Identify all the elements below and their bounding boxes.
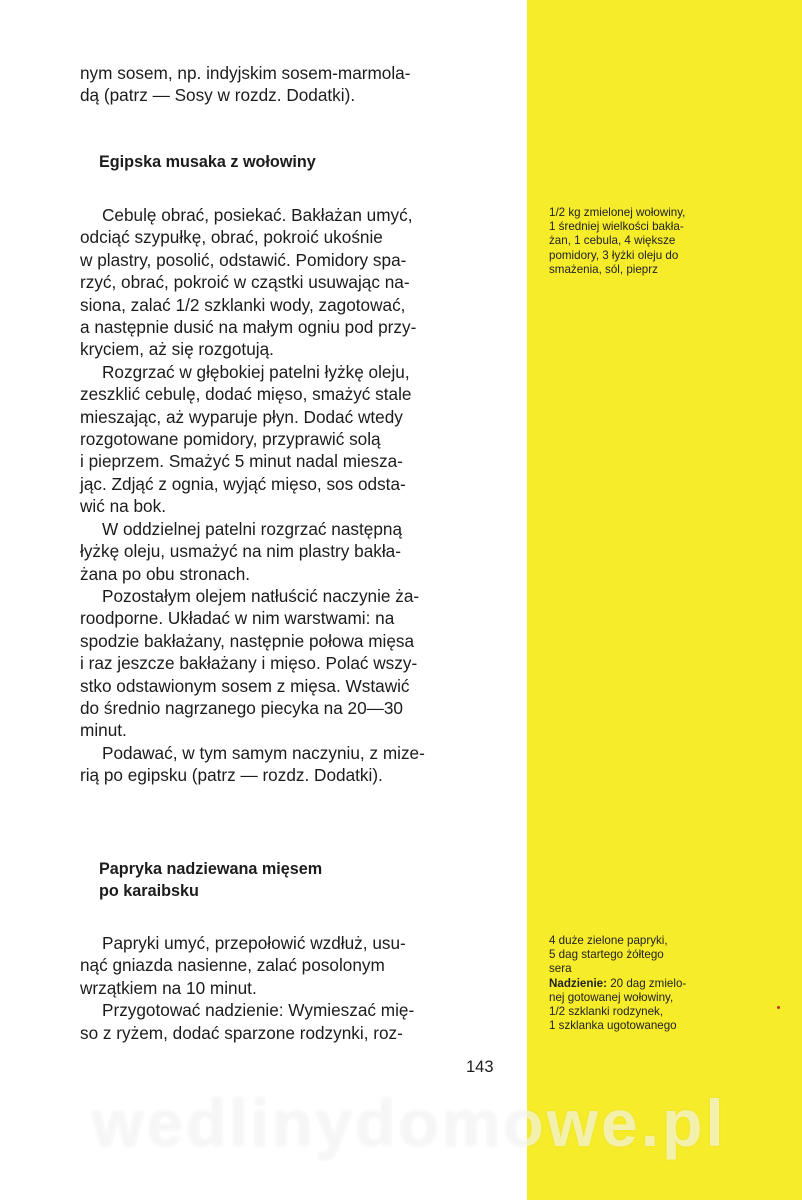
text-line: łyżkę oleju, usmażyć na nim plastry bakła- (80, 541, 401, 562)
top-continuation (80, 62, 500, 107)
text-line: Pozostałym olejem natłuścić naczynie ża- (102, 585, 420, 606)
ingredients-musaka (549, 206, 739, 277)
recipe-body-papryka (80, 932, 500, 1044)
text-line: Przygotować nadzienie: Wymieszać mię- (102, 1000, 415, 1021)
ingredients-papryka (549, 934, 739, 1033)
text-line: Cebulę obrać, posiekać. Bakłażan umyć, (102, 205, 413, 225)
text-line: nym sosem, np. indyjskim sosem-marmola- (80, 63, 411, 83)
ingredient-line: 4 duże zielone papryki, (549, 934, 668, 947)
text-line: rzyć, obrać, pokroić w cząstki usuwając na- (80, 272, 410, 293)
recipe-title-musaka: Egipska musaka z wołowiny (99, 153, 316, 171)
text-line: Podawać, w tym samym naczyniu, z mizе- (102, 742, 425, 763)
text-line: rią po egipsku (patrz — rozdz. Dodatki). (80, 765, 383, 786)
text-line: spodzie bakłażany, następnie połowa mięsa (80, 630, 415, 651)
ingredient-line: smażenia, sól, pieprz (549, 262, 658, 276)
text-line: siona, zalać 1/2 szklanki wody, zagotować, (80, 294, 406, 315)
text-line: dą (patrz — Sosy w rozdz. Dodatki). (80, 85, 356, 106)
ingredient-line: 1/2 szklanki rodzynek, (549, 1005, 664, 1019)
text-line: Papryki umyć, przepołowić wzdłuż, usu- (102, 933, 406, 953)
text-line: i raz jeszcze bakłażany i mięso. Polać wszy- (80, 653, 418, 674)
title-line: Papryka nadziewana mięsem (99, 860, 323, 878)
ingredient-line: 1/2 kg zmielonej wołowiny, (549, 206, 686, 219)
page-number: 143 (466, 1058, 494, 1076)
text-line: wrzątkiem na 10 minut. (80, 977, 257, 998)
text-line: i pieprzem. Smażyć 5 minut nadal miesza- (80, 451, 403, 472)
watermark: wedlinydomowe.pl (92, 1086, 727, 1160)
ingredient-line: sera (549, 962, 572, 976)
text-line: so z ryżem, dodać sparzone rodzynki, roz- (80, 1022, 403, 1043)
text-line: odciąć szypułkę, obrać, pokroić ukośnie (80, 227, 383, 248)
recipe-title-papryka (99, 858, 322, 902)
ingredient-line: 1 średniej wielkości bakła- (549, 220, 684, 234)
recipe-body-musaka (80, 204, 500, 787)
text-line: a następnie dusić na małym ogniu pod przy- (80, 317, 417, 338)
filling-text: 20 dag zmielo- (606, 976, 687, 990)
text-line: roodporne. Układać w nim warstwami: na (80, 608, 395, 629)
ingredient-line: 5 dag startego żółtego (549, 948, 664, 962)
text-line: żana po obu stronach. (80, 563, 251, 584)
ingredient-line: pomidory, 3 łyżki oleju do (549, 248, 679, 262)
text-line: w plastry, posolić, odstawić. Pomidory spa- (80, 249, 407, 270)
text-line: rozgotowane pomidory, przyprawić solą (80, 429, 381, 450)
text-line: kryciem, aż się rozgotują. (80, 339, 274, 360)
text-line: do średnio nagrzanego piecyka na 20—30 (80, 697, 403, 718)
text-line: nąć gniazda nasienne, zalać posolonym (80, 955, 385, 976)
ingredient-line: 1 szklanka ugotowanego (549, 1019, 677, 1033)
text-line: Rozgrzać w głębokiej patelni łyżkę oleju, (102, 361, 410, 382)
ingredient-line: nej gotowanej wołowiny, (549, 990, 674, 1004)
text-line: jąc. Zdjąć z ognia, wyjąć mięso, sos odsta- (80, 473, 406, 494)
print-speck (777, 1006, 780, 1009)
text-line: mieszając, aż wyparuje płyn. Dodać wtedy (80, 406, 403, 427)
ingredient-line: żan, 1 cebula, 4 większe (549, 234, 676, 248)
text-line: stko odstawionym sosem z mięsa. Wstawić (80, 675, 410, 696)
filling-label: Nadzienie: (549, 976, 607, 990)
text-line: W oddzielnej patelni rozgrzać następną (102, 518, 403, 539)
ingredient-line (549, 977, 739, 991)
title-line: po karaibsku (99, 882, 199, 900)
text-line: minut. (80, 720, 127, 741)
text-line: zeszklić cebulę, dodać mięso, smażyć stale (80, 384, 412, 405)
text-line: wić na bok. (80, 496, 166, 517)
